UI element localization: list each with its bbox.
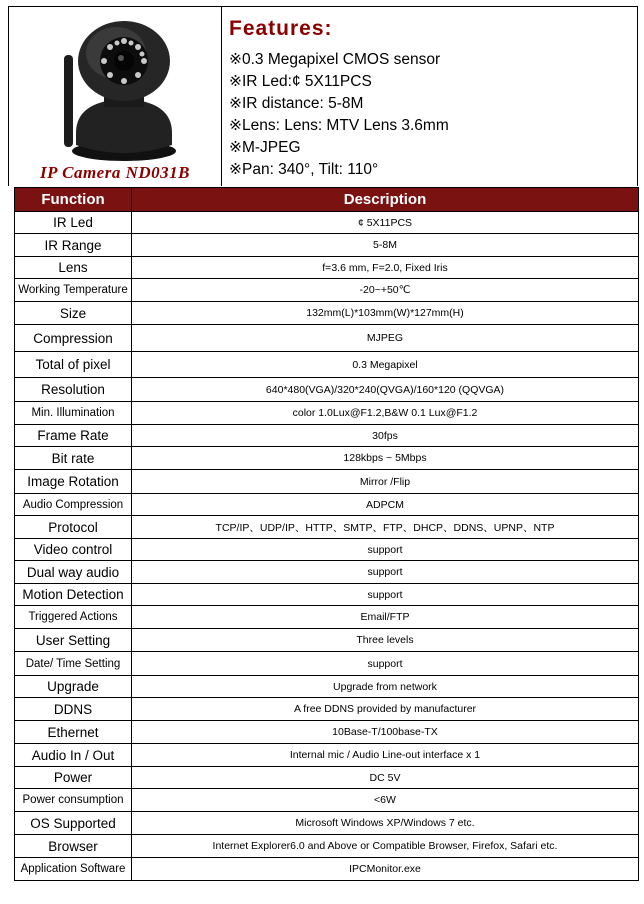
table-row [15, 698, 639, 721]
description-cell: 128kbps ~ 5Mbps [132, 447, 639, 470]
table-row [15, 257, 639, 279]
table-row [15, 212, 639, 234]
description-cell: ADPCM [132, 494, 639, 516]
description-cell: Mirror /Flip [132, 470, 639, 494]
description-cell: 640*480(VGA)/320*240(QVGA)/160*120 (QQVGA) [132, 378, 639, 402]
table-row [15, 425, 639, 447]
function-cell: Working Temperature [15, 279, 132, 302]
feature-item: ※Lens: Lens: MTV Lens 3.6mm [229, 117, 449, 134]
description-cell: Microsoft Windows XP/Windows 7 etc. [132, 812, 639, 835]
function-cell: Power [15, 767, 132, 789]
description-cell: MJPEG [132, 325, 639, 352]
function-cell: Protocol [15, 516, 132, 539]
description-cell: Internal mic / Audio Line-out interface x 1 [132, 744, 639, 767]
function-cell: Motion Detection [15, 584, 132, 606]
description-cell: DC 5V [132, 767, 639, 789]
table-row [15, 744, 639, 767]
description-cell: Email/FTP [132, 606, 639, 629]
description-cell: Internet Explorer6.0 and Above or Compatible Browser, Firefox, Safari etc. [132, 835, 639, 858]
product-header [8, 6, 638, 186]
product-name: IP Camera ND031B [40, 163, 190, 182]
ip-camera-image [54, 15, 184, 163]
feature-item: ※0.3 Megapixel CMOS sensor [229, 51, 441, 68]
features-panel [229, 17, 631, 181]
table-row [15, 302, 639, 325]
description-cell: Upgrade from network [132, 676, 639, 698]
function-cell: Dual way audio [15, 561, 132, 584]
table-row [15, 858, 639, 881]
table-row [15, 606, 639, 629]
function-cell: Application Software [15, 858, 132, 881]
description-cell: 30fps [132, 425, 639, 447]
table-header-row [15, 188, 639, 212]
description-cell: Three levels [132, 629, 639, 652]
function-cell: Power consumption [15, 789, 132, 812]
table-row [15, 402, 639, 425]
description-cell: f=3.6 mm, F=2.0, Fixed Iris [132, 257, 639, 279]
description-cell: support [132, 539, 639, 561]
table-row [15, 447, 639, 470]
function-cell: Browser [15, 835, 132, 858]
description-cell: 5-8M [132, 234, 639, 257]
function-cell: Date/ Time Setting [15, 652, 132, 676]
table-row [15, 516, 639, 539]
feature-item: ※IR Led:¢ 5X11PCS [229, 73, 372, 90]
function-cell: Compression [15, 325, 132, 352]
function-cell: Video control [15, 539, 132, 561]
function-cell: Total of pixel [15, 352, 132, 378]
table-row [15, 234, 639, 257]
description-cell: IPCMonitor.exe [132, 858, 639, 881]
function-cell: Image Rotation [15, 470, 132, 494]
table-row [15, 652, 639, 676]
description-cell: <6W [132, 789, 639, 812]
column-header-function: Function [15, 188, 132, 212]
description-cell: support [132, 652, 639, 676]
table-row [15, 352, 639, 378]
feature-item: ※M-JPEG [229, 139, 301, 156]
description-cell: 132mm(L)*103mm(W)*127mm(H) [132, 302, 639, 325]
description-cell: support [132, 584, 639, 606]
function-cell: Ethernet [15, 721, 132, 744]
table-row [15, 539, 639, 561]
function-cell: Upgrade [15, 676, 132, 698]
table-row [15, 561, 639, 584]
description-cell: A free DDNS provided by manufacturer [132, 698, 639, 721]
description-cell: support [132, 561, 639, 584]
features-title: Features: [229, 17, 333, 40]
feature-item: ※IR distance: 5-8M [229, 95, 364, 112]
table-row [15, 721, 639, 744]
table-row [15, 676, 639, 698]
description-cell: -20~+50℃ [132, 279, 639, 302]
description-cell: TCP/IP、UDP/IP、HTTP、SMTP、FTP、DHCP、DDNS、UPNP、NTP [132, 516, 639, 539]
spec-table-body [15, 212, 639, 881]
table-row [15, 325, 639, 352]
function-cell: Audio In / Out [15, 744, 132, 767]
function-cell: DDNS [15, 698, 132, 721]
function-cell: Size [15, 302, 132, 325]
table-row [15, 835, 639, 858]
function-cell: IR Range [15, 234, 132, 257]
table-row [15, 378, 639, 402]
table-row [15, 789, 639, 812]
table-row [15, 279, 639, 302]
table-row [15, 767, 639, 789]
function-cell: Audio Compression [15, 494, 132, 516]
spec-table [14, 187, 639, 881]
description-cell: 0.3 Megapixel [132, 352, 639, 378]
product-photo-cell [9, 7, 222, 186]
function-cell: OS Supported [15, 812, 132, 835]
function-cell: Triggered Actions [15, 606, 132, 629]
function-cell: Bit rate [15, 447, 132, 470]
description-cell: 10Base-T/100base-TX [132, 721, 639, 744]
description-cell: color 1.0Lux@F1.2,B&W 0.1 Lux@F1.2 [132, 402, 639, 425]
function-cell: Min. Illumination [15, 402, 132, 425]
description-cell: ¢ 5X11PCS [132, 212, 639, 234]
function-cell: Lens [15, 257, 132, 279]
function-cell: User Setting [15, 629, 132, 652]
feature-item: ※Pan: 340°, Tilt: 110° [229, 161, 379, 178]
table-row [15, 629, 639, 652]
function-cell: Frame Rate [15, 425, 132, 447]
column-header-description: Description [132, 188, 639, 212]
table-row [15, 584, 639, 606]
table-row [15, 470, 639, 494]
function-cell: IR Led [15, 212, 132, 234]
function-cell: Resolution [15, 378, 132, 402]
table-row [15, 812, 639, 835]
table-row [15, 494, 639, 516]
